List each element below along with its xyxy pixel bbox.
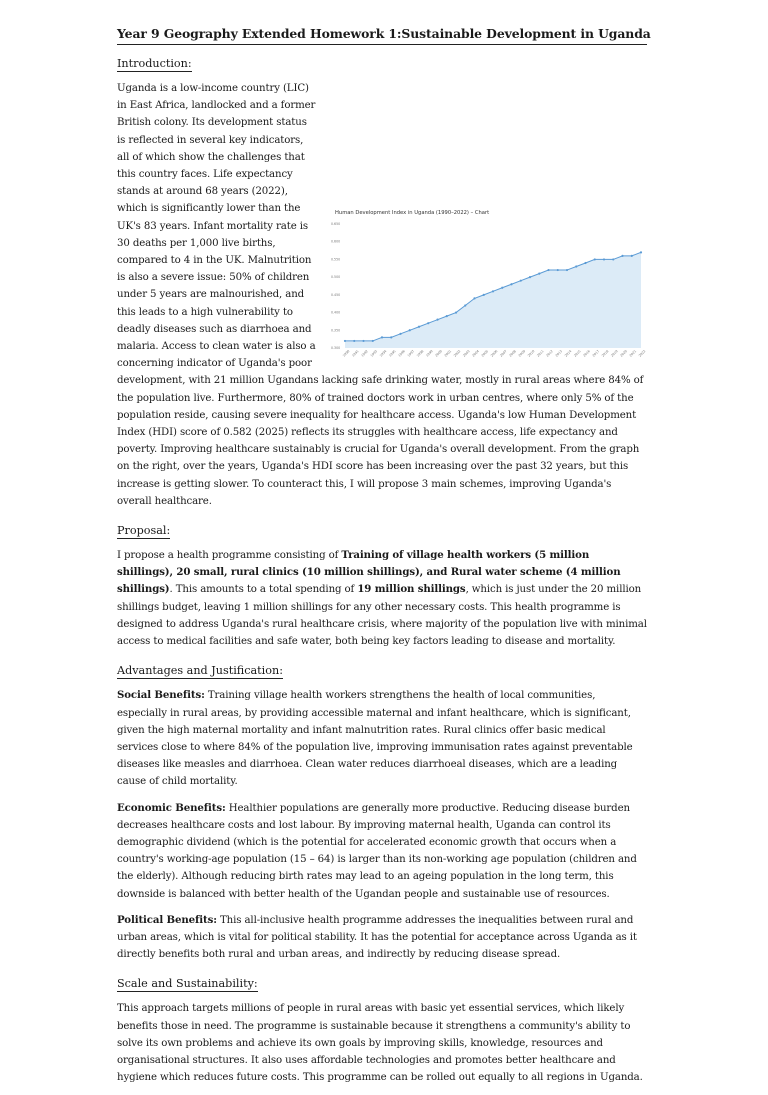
x-tick-label: 2020 (619, 349, 628, 358)
data-point (362, 340, 364, 342)
x-tick-label: 2016 (582, 349, 591, 358)
y-tick-label: 0.600 (331, 239, 341, 244)
proposal-text-2: . This amounts to a total spending of (169, 584, 358, 596)
data-point (372, 340, 374, 342)
social-benefits-paragraph (117, 687, 647, 790)
data-point (446, 315, 448, 317)
y-tick-label: 0.550 (331, 257, 341, 262)
political-benefits-paragraph (117, 912, 647, 964)
data-point (640, 251, 642, 253)
proposal-text-1: I propose a health programme consisting of (117, 550, 342, 562)
introduction-paragraph: Uganda is a low-income country (LIC) in East Africa, landlocked and a former British colony. Its development status is reflected in several key indicators, all of which show the challenges that this country faces. Life expectancy stands at around 68 years (2022), which is significantly lower than the UK's 83 years. Infant mortality rate is 30 deaths per 1,000 live births, compared to 4 in the UK. Malnutrition is also a severe issue: 50% of children under 5 years are malnourished, and this leads to a high vulnerability to deadly diseases such as diarrhoea and malaria. Access to clean water is also a concerning indicator of Uganda's poor development, with 21 million Ugandans lacking safe drinking water, mostly in rural areas where 84% of the population live. Furthermore, 80% of trained doctors work in urban centres, where only 5% of the population reside, causing severe inequality for healthcare access. Uganda's low Human Development Index (HDI) score of 0.582 (2025) reflects its struggles with healthcare access, life expectancy and poverty. Improving healthcare sustainably is crucial for Uganda's overall development. From the graph on the right, over the years, Uganda's HDI score has been increasing over the past 32 years, but this increase is getting slower. To counteract this, I will propose 3 main schemes, improving Uganda's overall healthcare. (117, 83, 644, 507)
x-tick-label: 2008 (508, 349, 517, 358)
x-tick-label: 1995 (388, 349, 397, 358)
x-tick-label: 2021 (628, 349, 638, 358)
data-point (621, 255, 623, 257)
document-page (117, 26, 651, 1095)
data-point (603, 258, 605, 260)
economic-benefits-text: Healthier populations are generally more productive. Reducing disease burden decreases healthcare costs and lost labour. By improving maternal health, Uganda can control its demographic dividend (which is the potential for accelerated economic growth that occurs when a country's working-age population (15 – 64) is larger than its non-working age population (children and the elderly). Although reducing birth rates may lead to an ageing population in the long term, this downside is balanced with better health of the Ugandan people and sustainable use of resources. (117, 802, 637, 900)
y-tick-label: 0.500 (331, 275, 341, 280)
x-tick-label: 1993 (369, 349, 379, 358)
hdi-area (345, 252, 641, 348)
data-point (418, 326, 420, 328)
data-point (427, 322, 429, 324)
data-point (501, 287, 503, 289)
proposal-total: 19 million shillings (357, 583, 466, 596)
data-point (455, 311, 457, 313)
hdi-chart-svg (329, 218, 647, 364)
x-tick-label: 2019 (610, 349, 619, 358)
data-point (399, 333, 401, 335)
x-tick-label: 2012 (545, 349, 554, 358)
x-tick-label: 2018 (600, 349, 610, 358)
x-tick-label: 2013 (554, 349, 564, 358)
y-tick-label: 0.450 (331, 292, 341, 297)
y-tick-label: 0.400 (331, 310, 341, 315)
x-tick-label: 2001 (443, 349, 453, 358)
y-tick-label: 0.350 (331, 328, 341, 333)
x-tick-label: 2002 (452, 349, 462, 358)
data-point (584, 262, 586, 264)
scale-heading: Scale and Sustainability: (117, 977, 258, 991)
x-tick-label: 2022 (637, 349, 647, 358)
social-benefits-text: Training village health workers strengthens the health of local communities, especially in rural areas, by providing accessible maternal and infant healthcare, which is significant, given the high maternal mortality and infant malnutrition rates. Rural clinics offer basic medical services close to where 84% of the population live, improving immunisation rates against preventable diseases like measles and diarrhoea. Clean water reduces diarrhoeal diseases, which are a leading cause of child mortality. (117, 690, 633, 788)
x-tick-label: 2011 (536, 349, 545, 358)
x-tick-label: 1999 (425, 349, 434, 358)
political-benefits-label: Political Benefits: (117, 913, 217, 926)
hdi-chart (329, 202, 647, 358)
x-tick-label: 2010 (526, 349, 536, 358)
data-point (575, 265, 577, 267)
political-benefits-text: This all-inclusive health programme addresses the inequalities between rural and urban areas, which is vital for political stability. It has the potential for acceptance across Uganda as it directly benefits both rural and urban areas, and indirectly by reducing disease spread. (117, 914, 637, 961)
x-tick-label: 1990 (341, 349, 351, 358)
document-title: Year 9 Geography Extended Homework 1:Sustainable Development in Uganda (117, 26, 647, 45)
data-point (390, 336, 392, 338)
x-tick-label: 2009 (517, 349, 527, 358)
y-tick-label: 0.650 (331, 222, 341, 226)
economic-benefits-label: Economic Benefits: (117, 801, 226, 814)
data-point (547, 269, 549, 271)
data-point (483, 294, 485, 296)
x-tick-label: 1996 (397, 349, 406, 358)
x-tick-label: 2017 (591, 349, 601, 358)
proposal-heading: Proposal: (117, 524, 171, 538)
data-point (594, 258, 596, 260)
x-tick-label: 1991 (351, 349, 360, 358)
x-tick-label: 2003 (462, 349, 471, 358)
advantages-heading: Advantages and Justification: (117, 664, 283, 678)
data-point (631, 255, 633, 257)
social-benefits-label: Social Benefits: (117, 689, 205, 702)
data-point (557, 269, 559, 271)
data-point (409, 329, 411, 331)
data-point (492, 290, 494, 292)
x-tick-label: 2000 (434, 349, 443, 358)
economic-benefits-paragraph (117, 800, 647, 903)
proposal-paragraph (117, 547, 647, 650)
proposal-schemes: Training of village health workers (5 million shillings), 20 small, rural clinics (10 million shillings), and Rural water scheme (4 million shillings) (117, 549, 621, 596)
x-tick-label: 2007 (499, 349, 508, 358)
data-point (464, 304, 466, 306)
data-point (529, 276, 531, 278)
data-point (344, 340, 346, 342)
data-point (436, 319, 438, 321)
data-point (353, 340, 355, 342)
data-point (473, 297, 475, 299)
chart-title: Human Development Index in Uganda (1990–2022) – Chart (335, 210, 490, 216)
x-tick-label: 1992 (360, 349, 369, 358)
proposal-text-3: , which is just under the 20 million shillings budget, leaving 1 million shillings for any other necessary costs. This health programme is designed to address Uganda's rural healthcare crisis, where majority of the population live with minimal access to medical facilities and safe water, both being key factors leading to disease and mortality. (117, 584, 647, 648)
data-point (566, 269, 568, 271)
x-tick-label: 1994 (378, 349, 388, 358)
data-point (612, 258, 614, 260)
data-point (520, 280, 522, 282)
data-point (381, 336, 383, 338)
introduction-heading: Introduction: (117, 57, 192, 70)
x-tick-label: 2014 (563, 349, 573, 358)
x-tick-label: 1998 (415, 349, 425, 358)
y-tick-label: 0.300 (331, 346, 341, 350)
scale-paragraph: This approach targets millions of people in rural areas with basic yet essential services, which likely benefits those in need. The programme is sustainable because it strengthens a community's ability to solve its own problems and achieve its own goals by improving skills, knowledge, resources and organisational structures. It also uses affordable technologies and promotes better healthcare and hygiene which reduces future costs. This programme can be rolled out equally to all regions in Uganda. (117, 1003, 643, 1084)
x-tick-label: 1997 (406, 349, 416, 358)
x-tick-label: 2006 (489, 349, 499, 358)
data-point (510, 283, 512, 285)
data-point (538, 273, 540, 275)
x-tick-label: 2004 (471, 349, 480, 358)
x-tick-label: 2015 (573, 349, 582, 358)
x-tick-label: 2005 (480, 349, 490, 358)
